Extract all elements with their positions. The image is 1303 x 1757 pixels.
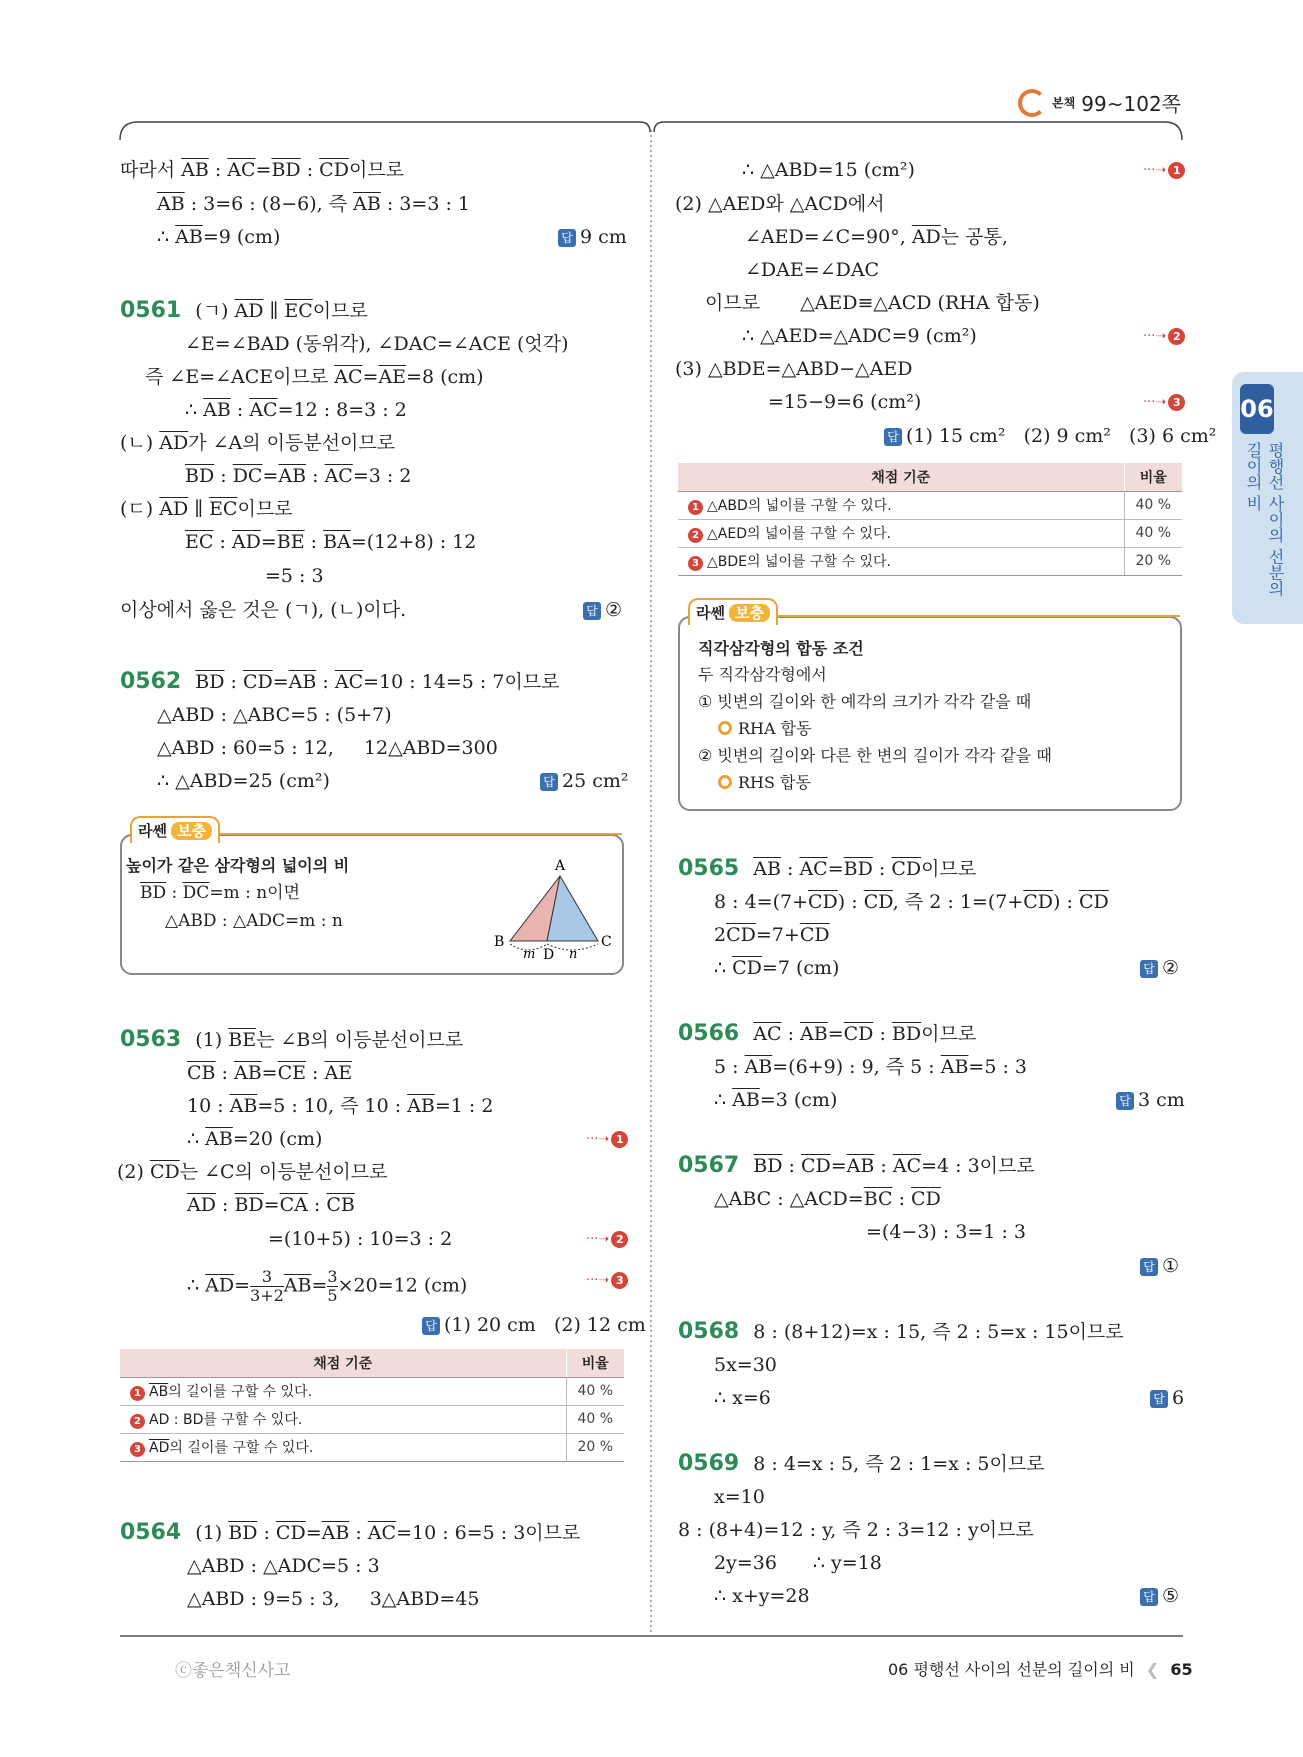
text-line: △ABD : 60=5 : 12, 12△ABD=300 (157, 737, 498, 759)
problem-number: 0562 (120, 669, 182, 694)
step-mark-3: ···➝ 3 (586, 1272, 628, 1289)
text-line: RHS 합동 (718, 771, 811, 795)
text-line: 2y=36 ∴ y=18 (714, 1552, 882, 1574)
text-line: △ABD : △ADC=m : n (165, 911, 343, 931)
label-n: n (569, 947, 578, 962)
answer: 답 25 cm² (540, 769, 629, 793)
text-line: =5 : 3 (265, 565, 324, 587)
ref-pages: 99~102쪽 (1081, 92, 1181, 116)
text-line: $2\overline{CD}=7+\overline{CD}$ (714, 924, 830, 946)
text-line: ∠DAE=∠DAC (745, 259, 880, 281)
step-mark-2: ···➝ 2 (586, 1231, 628, 1248)
publisher-mark: ⓒ좋은책신사고 (175, 1661, 291, 1681)
table-header: 비율 (1124, 463, 1182, 491)
text-line: ∠AED=∠C=90°, $\overline{AD}$는 공통, (745, 226, 1008, 248)
chapter-side-tab[interactable] (1232, 372, 1303, 624)
problem-0561: 0561 (ㄱ) $\overline{AD}$ ∥ $\overline{EC}$이므로 (120, 298, 368, 323)
answer-icon: 답 (1116, 1092, 1134, 1110)
text-line: $\overline{AB}$ : 3=6 : (8−6), 즉 $\overline{AB}$ : 3=3 : 1 (157, 193, 470, 215)
circle-arrow-icon (718, 721, 732, 735)
text-line: $\overline{EC}$ : $\overline{AD}=\overline{BE}$ : $\overline{BA}=(12+8)$ : 12 (185, 531, 477, 553)
text-line: ② 빗변의 길이와 다른 한 변의 길이가 각각 같을 때 (698, 746, 1052, 765)
table-row: 2 AD : BD를 구할 수 있다. 40 % (120, 1405, 624, 1433)
answer: 답 (1) 20 cm (2) 12 cm (422, 1313, 646, 1337)
problem-0566: 0566 $\overline{AC}$ : $\overline{AB}=\overline{CD}$ : $\overline{BD}$이므로 (678, 1021, 977, 1046)
table-row: 3 △BDE의 넓이를 구할 수 있다. 20 % (678, 547, 1182, 575)
text-line: 이므로 △AED≡△ACD (RHA 합동) (705, 292, 1040, 314)
text-line: 8 : (8+4)=12 : y, 즉 2 : 3=12 : y이므로 (678, 1519, 1034, 1541)
text-line: (2) △AED와 △ACD에서 (675, 193, 885, 215)
step-mark-1: ···➝ 1 (586, 1131, 628, 1148)
problem-number: 0563 (120, 1027, 182, 1052)
text-line: ∴ x=6 (714, 1387, 771, 1409)
text-line: ∴ $\overline{AD}=$ $\frac{3}{3+2}$ $\overline{AB}=$ $\frac{3}{5}$ ×20=12 (cm) (187, 1267, 468, 1305)
text-line: ∴ △AED=△ADC=9 (cm²) (742, 325, 977, 347)
text-line: 두 직각삼각형에서 (698, 665, 827, 684)
chapter-title: 평행선 사이의 선분의 길이의 비 (1244, 442, 1285, 597)
text-line: 즉 ∠E=∠ACE이므로 $\overline{AC}=\overline{AE}=8$ (cm) (145, 366, 484, 388)
table-header: 채점 기준 (678, 463, 1124, 491)
text-line: ∴ $\overline{AB}=3$ (cm) (714, 1089, 838, 1111)
text-line: 5x=30 (714, 1354, 777, 1376)
supplement-tag: 라쎈 보충 (130, 816, 220, 843)
text-line: ∴ $\overline{AB}$ : $\overline{AC}=12$ : 8=3 : 2 (185, 399, 407, 421)
text-line: $\overline{BD}$ : $\overline{DC}=m$ : n이면 (140, 883, 301, 903)
vertex-c: C (601, 934, 612, 950)
triangle-figure (490, 856, 620, 966)
answer: 답 (1) 15 cm² (2) 9 cm² (3) 6 cm² (884, 424, 1216, 448)
chevron-left-icon: ❮ (1145, 1660, 1160, 1679)
vertex-a: A (555, 858, 566, 874)
answer: 답 ② (583, 598, 622, 622)
step-mark-2: ···➝ 2 (1143, 328, 1185, 345)
problem-number: 0567 (678, 1153, 740, 1178)
answer-icon: 답 (583, 602, 601, 620)
text-line: △ABC : $\triangle ACD=\overline{BC}$ : $\overline{CD}$ (714, 1188, 941, 1210)
text-line: =(4−3) : 3=1 : 3 (866, 1221, 1026, 1243)
text-line: 이상에서 옳은 것은 (ㄱ), (ㄴ)이다. (120, 599, 407, 621)
right-column-frame (654, 122, 1182, 140)
text-line: $\overline{BD}$ : $\overline{DC}=\overline{AB}$ : $\overline{AC}=3$ : 2 (185, 465, 412, 487)
answer: 답 ① (1140, 1254, 1179, 1278)
answer-icon: 답 (884, 428, 902, 446)
answer: 답 ⑤ (1140, 1584, 1179, 1608)
text-line: ① 빗변의 길이와 한 예각의 크기가 각각 같을 때 (698, 692, 1032, 711)
text-line: △ABD : △ADC=5 : 3 (187, 1555, 380, 1577)
answer-icon: 답 (558, 229, 576, 247)
problem-number: 0566 (678, 1021, 740, 1046)
ref-label: 본책 (1052, 96, 1076, 110)
text-line: △ABD : 9=5 : 3, 3△ABD=45 (187, 1588, 480, 1610)
footer-chapter: 06 평행선 사이의 선분의 길이의 비 ❮ 65 (888, 1660, 1193, 1679)
problem-number: 0565 (678, 856, 740, 881)
problem-number: 0569 (678, 1451, 740, 1476)
problem-number: 0568 (678, 1319, 740, 1344)
text-line: ∠E=∠BAD (동위각), ∠DAC=∠ACE (엇각) (185, 333, 569, 355)
answer-icon: 답 (422, 1317, 440, 1335)
problem-0563: 0563 (1) $\overline{BE}$는 ∠B의 이등분선이므로 (120, 1027, 464, 1052)
text-line: (ㄴ) $\overline{AD}$가 ∠A의 이등분선이므로 (120, 432, 396, 454)
text-line: 따라서 $\overline{AB}$ : $\overline{AC}=\overline{BD}$ : $\overline{CD}$이므로 (120, 159, 404, 181)
text-line: △ABD : △ABC=5 : (5+7) (157, 704, 392, 726)
table-row: 2 △AED의 넓이를 구할 수 있다. 40 % (678, 519, 1182, 547)
text-line: RHA 합동 (718, 717, 812, 741)
left-column-frame (120, 122, 650, 140)
problem-0567: 0567 $\overline{BD}$ : $\overline{CD}=\overline{AB}$ : $\overline{AC}=4$ : 3이므로 (678, 1153, 1035, 1178)
supplement-tag: 라쎈 보충 (688, 598, 778, 625)
text-line: x=10 (714, 1486, 765, 1508)
answer: 답 9 cm (558, 225, 627, 249)
text-line: ∴ $\overline{CD}=7$ (cm) (714, 957, 840, 979)
text-line: =15−9=6 (cm²) (768, 391, 922, 413)
problem-0562: 0562 $\overline{BD}$ : $\overline{CD}=\overline{AB}$ : $\overline{AC}=10$ : 14=5 : 7이므로 (120, 669, 560, 694)
answer-icon: 답 (1150, 1390, 1168, 1408)
supplement-box-accent (212, 833, 622, 835)
table-row: 1 △ABD의 넓이를 구할 수 있다. 40 % (678, 491, 1182, 519)
text-line: $\overline{AD}$ : $\overline{BD}=\overline{CA}$ : $\overline{CB}$ (187, 1194, 355, 1216)
text-line: (2) $\overline{CD}$는 ∠C의 이등분선이므로 (117, 1161, 388, 1183)
table-row: 1 $\overline{AB}$의 길이를 구할 수 있다. 40 % (120, 1377, 624, 1405)
problem-number: 0561 (120, 298, 182, 323)
supplement-title: 높이가 같은 삼각형의 넓이의 비 (126, 856, 350, 875)
supplement-box-accent (770, 615, 1180, 617)
text-line: ∴ $\overline{AB}=20$ (cm) (187, 1128, 323, 1150)
page-number: 65 (1170, 1660, 1193, 1679)
text-line: $\overline{CB}$ : $\overline{AB}=\overline{CE}$ : $\overline{AE}$ (187, 1062, 353, 1084)
answer: 답 3 cm (1116, 1088, 1185, 1112)
text-line: (ㄷ) $\overline{AD}$ ∥ $\overline{EC}$이므로 (120, 498, 293, 520)
text-line: 8 : $4=(7+\overline{CD})$ : $\overline{CD}$, 즉 2 : $1=(7+\overline{CD})$ : $\overline{CD}$ (714, 891, 1109, 913)
text-line: ∴ △ABD=25 (cm²) (157, 770, 330, 792)
table-header: 채점 기준 (120, 1349, 566, 1377)
step-mark-3: ···➝ 3 (1143, 394, 1185, 411)
label-m: m (523, 947, 536, 962)
answer-icon: 답 (540, 773, 558, 791)
chapter-number: 06 (1240, 384, 1274, 434)
text-line: ∴ △ABD=15 (cm²) (742, 159, 915, 181)
vertex-b: B (494, 934, 505, 950)
text-line: (3) △BDE=△ABD−△AED (675, 358, 913, 380)
scoring-table-2 (678, 463, 1182, 576)
text-line: 10 : $\overline{AB}=5$ : 10, 즉 10 : $\overline{AB}=1$ : 2 (187, 1095, 494, 1117)
text-line: ∴ $\overline{AB}=9$ (cm) (157, 226, 281, 248)
answer-icon: 답 (1140, 1258, 1158, 1276)
answer: 답 6 (1150, 1386, 1184, 1410)
problem-0564: 0564 (1) $\overline{BD}$ : $\overline{CD}=\overline{AB}$ : $\overline{AC}=10$ : 6=5 : 3이므로 (120, 1520, 581, 1545)
text-line: ∴ x+y=28 (714, 1585, 810, 1607)
answer-icon: 답 (1140, 960, 1158, 978)
vertex-d: D (543, 947, 555, 963)
answer: 답 ② (1140, 956, 1179, 980)
scoring-table-1 (120, 1349, 624, 1462)
step-mark-1: ···➝ 1 (1143, 162, 1185, 179)
problem-0569: 0569 8 : 4=x : 5, 즉 2 : 1=x : 5이므로 (678, 1451, 1045, 1476)
text-line: =(10+5) : 10=3 : 2 (268, 1228, 453, 1250)
table-row: 3 $\overline{AD}$의 길이를 구할 수 있다. 20 % (120, 1433, 624, 1461)
table-header: 비율 (566, 1349, 624, 1377)
problem-number: 0564 (120, 1520, 182, 1545)
text-line: 5 : $\overline{AB}=(6+9)$ : 9, 즉 5 : $\overline{AB}=5$ : 3 (714, 1056, 1027, 1078)
problem-0568: 0568 8 : (8+12)=x : 15, 즉 2 : 5=x : 15이므로 (678, 1319, 1124, 1344)
answer-icon: 답 (1140, 1588, 1158, 1606)
circle-arrow-icon (718, 775, 732, 789)
problem-0565: 0565 $\overline{AB}$ : $\overline{AC}=\overline{BD}$ : $\overline{CD}$이므로 (678, 856, 977, 881)
supplement-title: 직각삼각형의 합동 조건 (698, 639, 864, 658)
